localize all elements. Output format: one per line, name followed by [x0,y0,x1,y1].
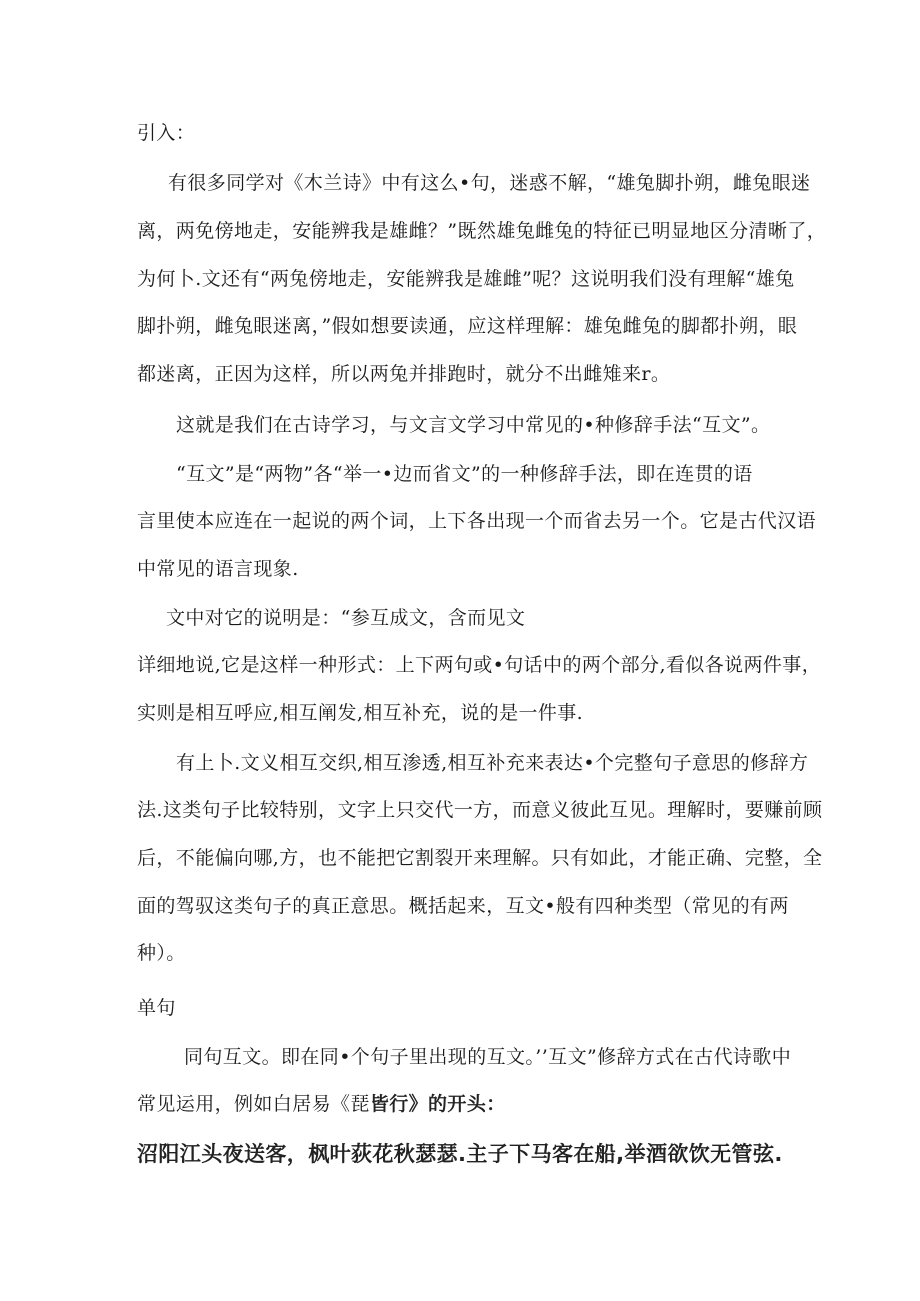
section-heading: 单句 [137,997,176,1019]
paragraph-line: 面的驾驭这类句子的真正意思。概括起来，互文•般有四种类型（常见的有两 [137,895,789,917]
paragraph-line: 同句互文。即在同•个句子里出现的互文。’’互文”修辞方式在古代诗歌中 [184,1046,792,1068]
intro-heading: 引入： [137,122,196,144]
paragraph-line: 后，不能偏向哪,方，也不能把它割裂开来理解。只有如此，才能正确、完整，全 [137,847,823,869]
paragraph-line: 文中对它的说明是：“参互成文，含而见文 [166,607,526,629]
paragraph-line: 有上卜.文义相互交织,相互渗透,相互补充来表达•个完整句子意思的修辞方 [176,752,809,774]
paragraph-line: 为何卜.文还有“两兔傍地走，安能辨我是雄雌”呢？这说明我们没有理解“雄兔 [137,268,795,290]
paragraph-line: 都迷离，正因为这样，所以两兔并排跑时，就分不出雌雉来r。 [137,363,671,385]
paragraph-line: 详细地说,它是这样一种形式：上下两句或•句话中的两个部分,看似各说两件事， [137,654,822,676]
paragraph-line-text: 常见运用，例如白居易《琵 [137,1093,370,1115]
paragraph-line [137,1091,506,1117]
paragraph-line: 脚扑朔，雌兔眼迷离，”假如想要读通，应这样理解：雄兔雌兔的脚都扑朔，眼 [137,315,798,337]
poem-line: 沼阳江头夜送客，枫叶荻花秋瑟瑟.主子下马客在船,举酒欲饮无管弦. [137,1142,783,1166]
paragraph-line-text-bold: 皆行》的开头： [369,1093,506,1115]
paragraph-line: 有很多同学对《木兰诗》中有这么•句，迷惑不解，“雄兔脚扑朔，雌兔眼迷 [168,172,811,194]
paragraph-line: 法.这类句子比较特别，文字上只交代一方，而意义彼此互见。理解时，要赚前顾 [137,799,823,821]
paragraph-line: 离，两免傍地走，安能辨我是雄雌？”既然雄兔雌兔的特征已明显地区分清晰了， [137,220,827,242]
paragraph-line: “互文”是“两物”各“举一•边而省文”的一种修辞手法，即在连贯的语 [176,463,753,485]
paragraph-line: 中常见的语言现象. [137,558,299,580]
paragraph-line: 种）。 [137,942,186,964]
paragraph-line: 言里使本应连在一起说的两个词，上下各出现一个而省去另一个。它是古代汉语 [137,510,817,532]
paragraph-line: 实则是相互呼应,相互阐发,相互补充，说的是一件事. [137,702,584,724]
paragraph-line: 这就是我们在古诗学习，与文言文学习中常见的•种修辞手法“互文”。 [176,414,771,436]
